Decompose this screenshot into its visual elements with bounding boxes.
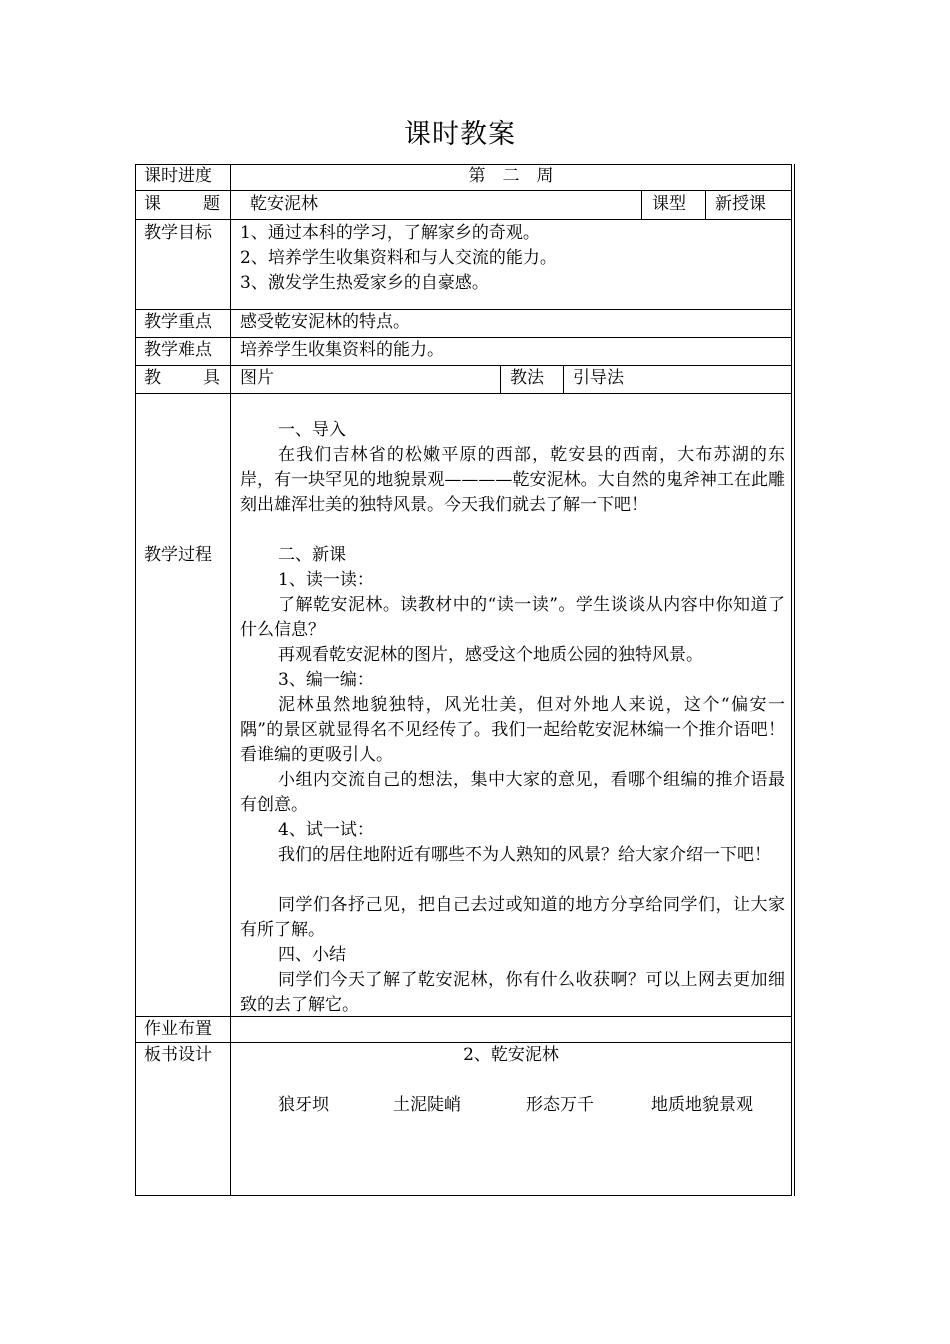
tools-label-b: 具 xyxy=(203,368,220,388)
process-paragraph: 同学们今天了解了乾安泥林，你有什么收获啊？可以上网去更加细致的去了解它。 xyxy=(240,970,785,1015)
process-paragraph: 在我们吉林省的松嫩平原的西部，乾安县的西南，大布苏湖的东岸，有一块罕见的地貌景观————乾安泥林。大自然的鬼斧神工在此雕刻出雄浑壮美的独特风景。今天我们就去了解一下吧！ xyxy=(240,445,785,515)
process-paragraph: 再观看乾安泥林的图片，感受这个地质公园的独特风景。 xyxy=(278,645,703,665)
row-divider xyxy=(135,337,792,338)
tools-divider xyxy=(563,365,564,394)
goals-label: 教学目标 xyxy=(144,223,212,243)
process-paragraph: 我们的居住地附近有哪些不为人熟知的风景？给大家介绍一下吧！ xyxy=(278,845,771,865)
topic-label-a: 课 xyxy=(144,194,161,214)
process-step-write: 3、编一编： xyxy=(278,670,374,690)
process-heading-summary: 四、小结 xyxy=(278,945,346,965)
process-paragraph: 小组内交流自己的想法，集中大家的意见，看哪个组编的推介语最有创意。 xyxy=(240,770,785,815)
progress-label: 课时进度 xyxy=(144,166,212,186)
table-border-right-double xyxy=(794,164,795,1196)
difficulty-value: 培养学生收集资料的能力。 xyxy=(240,340,444,360)
process-heading-intro: 一、导入 xyxy=(278,420,346,440)
tools-label-a: 教 xyxy=(144,368,161,388)
process-paragraph: 泥林虽然地貌独特，风光壮美，但对外地人来说，这个“偏安一隅”的景区就显得名不见经传了。我们一起给乾安泥林编一个推介语吧！看谁编的更吸引人。 xyxy=(240,695,785,765)
board-term: 土泥陡峭 xyxy=(393,1095,461,1115)
goal-item-2: 2、培养学生收集资料和与人交流的能力。 xyxy=(240,248,557,268)
tools-value: 图片 xyxy=(240,368,274,388)
method-value: 引导法 xyxy=(573,368,624,388)
method-label: 教法 xyxy=(510,368,544,388)
board-heading: 2、乾安泥林 xyxy=(463,1045,559,1065)
key-point-value: 感受乾安泥林的特点。 xyxy=(240,312,410,332)
goal-item-1: 1、通过本科的学习，了解家乡的奇观。 xyxy=(240,223,540,243)
board-label: 板书设计 xyxy=(144,1045,212,1065)
progress-value: 第 二 周 xyxy=(468,166,554,186)
process-label: 教学过程 xyxy=(144,545,212,565)
page-title: 课时教案 xyxy=(404,119,516,150)
process-paragraph: 同学们各抒己见，把自己去过或知道的地方分享给同学们，让大家有所了解。 xyxy=(240,895,785,940)
row-divider xyxy=(135,393,792,394)
lesson-type-value: 新授课 xyxy=(715,194,766,214)
topic-divider xyxy=(705,190,706,220)
row-divider xyxy=(135,365,792,366)
row-divider xyxy=(135,190,792,191)
row-divider xyxy=(135,309,792,310)
tools-label xyxy=(144,366,220,391)
process-heading-new: 二、新课 xyxy=(278,545,346,565)
topic-label-b: 题 xyxy=(203,194,220,214)
topic-label xyxy=(144,192,220,217)
board-term: 地质地貌景观 xyxy=(651,1095,753,1115)
goal-item-3: 3、激发学生热爱家乡的自豪感。 xyxy=(240,273,489,293)
row-divider xyxy=(135,219,792,220)
lesson-type-label: 课型 xyxy=(652,194,686,214)
board-term: 狼牙坝 xyxy=(278,1095,329,1115)
homework-label: 作业布置 xyxy=(144,1019,212,1039)
process-paragraph: 了解乾安泥林。读教材中的“读一读”。学生谈谈从内容中你知道了什么信息？ xyxy=(240,595,785,640)
topic-value: 乾安泥林 xyxy=(250,194,318,214)
process-step-read: 1、读一读： xyxy=(278,570,374,590)
key-point-label: 教学重点 xyxy=(144,312,212,332)
process-step-try: 4、试一试： xyxy=(278,820,374,840)
difficulty-label: 教学难点 xyxy=(144,340,212,360)
board-term: 形态万千 xyxy=(526,1095,594,1115)
tools-divider xyxy=(500,365,501,394)
table-border-bottom xyxy=(135,1195,792,1196)
topic-divider xyxy=(641,190,642,220)
